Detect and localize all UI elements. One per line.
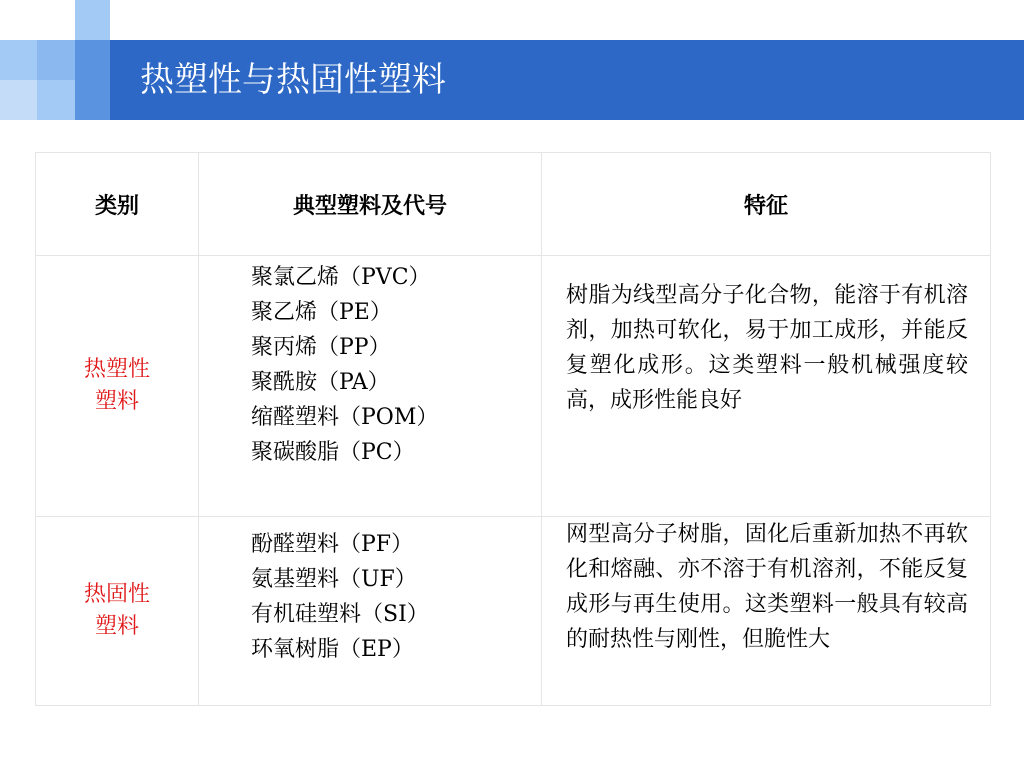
table-row-thermoplastic <box>36 256 991 517</box>
category-label-line2: 塑料 <box>94 614 139 639</box>
decorative-square <box>75 0 110 40</box>
list-item: 有机硅塑料（SI） <box>251 602 429 627</box>
list-item: 聚氯乙烯（PVC） <box>251 265 431 290</box>
list-item: 聚酰胺（PA） <box>251 370 390 395</box>
header-typical-plastics: 典型塑料及代号 <box>199 153 542 256</box>
plastics-list-cell <box>199 517 542 706</box>
decorative-square <box>75 40 110 80</box>
decorative-square <box>37 40 75 80</box>
category-label-line1: 热塑性 <box>83 357 150 382</box>
plastics-list-cell <box>199 256 542 517</box>
table-row-thermoset <box>36 517 991 706</box>
decorative-square <box>75 80 110 120</box>
list-item: 聚丙烯（PP） <box>251 335 391 360</box>
plastics-list <box>199 256 541 470</box>
slide-title: 热塑性与热固性塑料 <box>140 60 446 100</box>
header-category: 类别 <box>36 153 199 256</box>
list-item: 聚乙烯（PE） <box>251 300 392 325</box>
title-bar <box>110 40 1024 120</box>
features-cell: 网型高分子树脂，固化后重新加热不再软化和熔融、亦不溶于有机溶剂，不能反复成形与再生使用。这类塑料一般具有较高的耐热性与刚性，但脆性大 <box>542 517 991 706</box>
features-cell: 树脂为线型高分子化合物，能溶于有机溶剂，加热可软化，易于加工成形，并能反复塑化成形。这类塑料一般机械强度较高，成形性能良好 <box>542 256 991 517</box>
plastics-comparison-table <box>35 152 991 706</box>
list-item: 环氧树脂（EP） <box>251 637 414 662</box>
list-item: 缩醛塑料（POM） <box>251 405 439 430</box>
category-label-line1: 热固性 <box>83 582 150 607</box>
list-item: 聚碳酸脂（PC） <box>251 440 415 465</box>
decorative-square <box>0 80 37 120</box>
list-item: 氨基塑料（UF） <box>251 567 417 592</box>
header-features: 特征 <box>542 153 991 256</box>
list-item: 酚醛塑料（PF） <box>251 532 414 557</box>
table-header-row <box>36 153 991 256</box>
category-cell <box>36 517 199 706</box>
decorative-square <box>37 80 75 120</box>
plastics-list <box>199 517 541 667</box>
category-label-line2: 塑料 <box>94 389 139 414</box>
category-cell <box>36 256 199 517</box>
